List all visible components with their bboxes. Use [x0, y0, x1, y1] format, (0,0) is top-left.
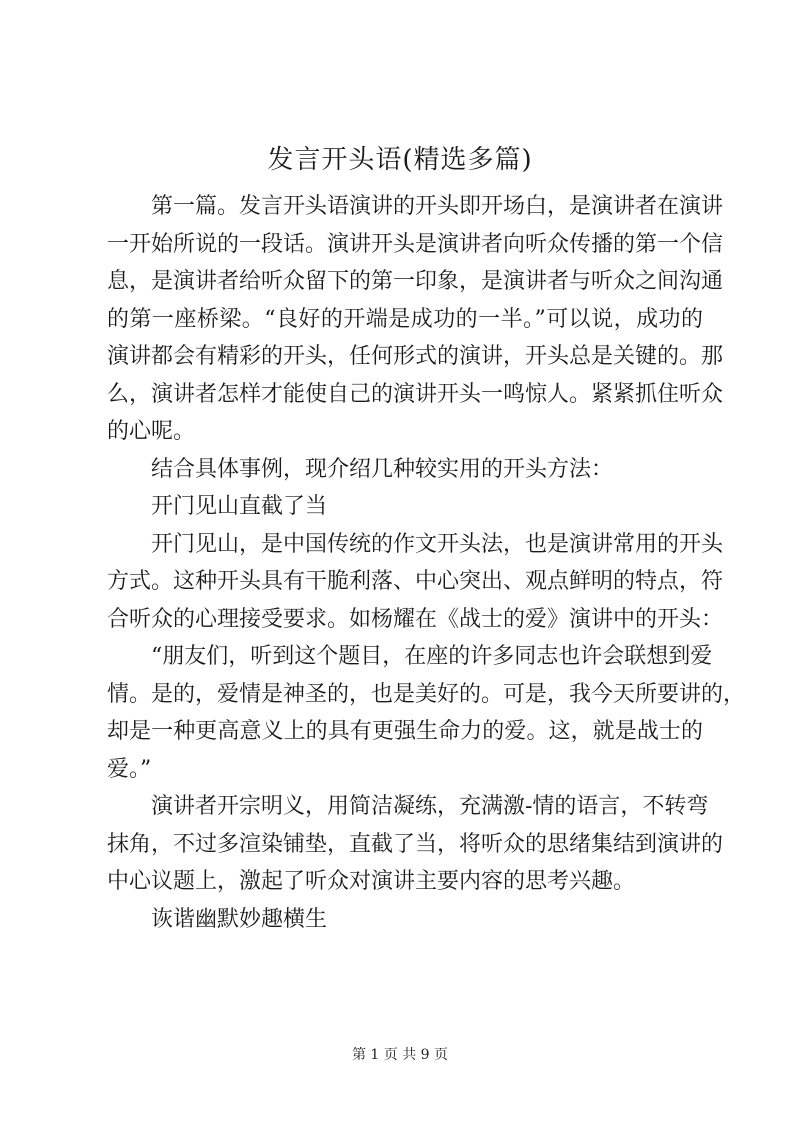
- heading-method-1: [107, 488, 703, 526]
- text-line: 爱。”: [107, 756, 152, 782]
- text-line: 么，演讲者怎样才能使自己的演讲开头一鸣惊人。紧紧抓住听众: [107, 381, 724, 407]
- section-heading: 开门见山直截了当: [151, 494, 328, 519]
- text-line: 一开始所说的一段话。演讲开头是演讲者向听众传播的第一个信: [107, 231, 724, 257]
- para-analysis: [107, 788, 724, 901]
- text-line: 方式。这种开头具有干脆利落、中心突出、观点鲜明的特点，符: [107, 569, 724, 594]
- text-line: 却是一种更高意义上的具有更强生命力的爱。这，就是战士的: [107, 719, 703, 744]
- heading-method-2: [107, 901, 703, 939]
- text-line: 的第一座桥梁。“良好的开端是成功的一半。”可以说，成功的: [107, 306, 703, 332]
- text-line: “朋友们，听到这个题目，在座的许多同志也许会联想到爱: [151, 644, 713, 669]
- text-line: 的心呢。: [107, 419, 196, 444]
- text-line: 演讲都会有精彩的开头，任何形式的演讲，开头总是关键的。那: [107, 344, 724, 369]
- section-heading: 诙谐幽默妙趣横生: [151, 906, 328, 932]
- text-line: 开门见山，是中国传统的作文开头法，也是演讲常用的开头: [151, 531, 724, 557]
- page-footer: 第 1 页 共 9 页: [351, 1047, 449, 1063]
- text-line: 抹角，不过多渲染铺垫，直截了当，将听众的思绪集结到演讲的: [107, 831, 724, 857]
- document-title: 发言开头语(精选多篇): [267, 145, 533, 175]
- text-line: 演讲者开宗明义，用简洁凝练，充满激-情的语言，不转弯: [151, 794, 709, 819]
- para-quote: [107, 638, 746, 788]
- para-intro: [107, 188, 724, 451]
- para-methods-intro: [107, 451, 703, 489]
- text-line: 情。是的，爱情是神圣的，也是美好的。可是，我今天所要讲的，: [107, 681, 746, 707]
- text-line: 第一篇。发言开头语演讲的开头即开场白，是演讲者在演讲: [151, 194, 724, 219]
- text-line: 息，是演讲者给听众留下的第一印象，是演讲者与听众之间沟通: [107, 269, 724, 294]
- text-line: 合听众的心理接受要求。如杨耀在《战士的爱》演讲中的开头：: [107, 606, 724, 632]
- document-body: [107, 188, 746, 938]
- text-line: 中心议题上，激起了听众对演讲主要内容的思考兴趣。: [107, 869, 636, 894]
- para-method-1: [107, 526, 724, 639]
- text-line: 结合具体事例，现介绍几种较实用的开头方法：: [151, 456, 614, 482]
